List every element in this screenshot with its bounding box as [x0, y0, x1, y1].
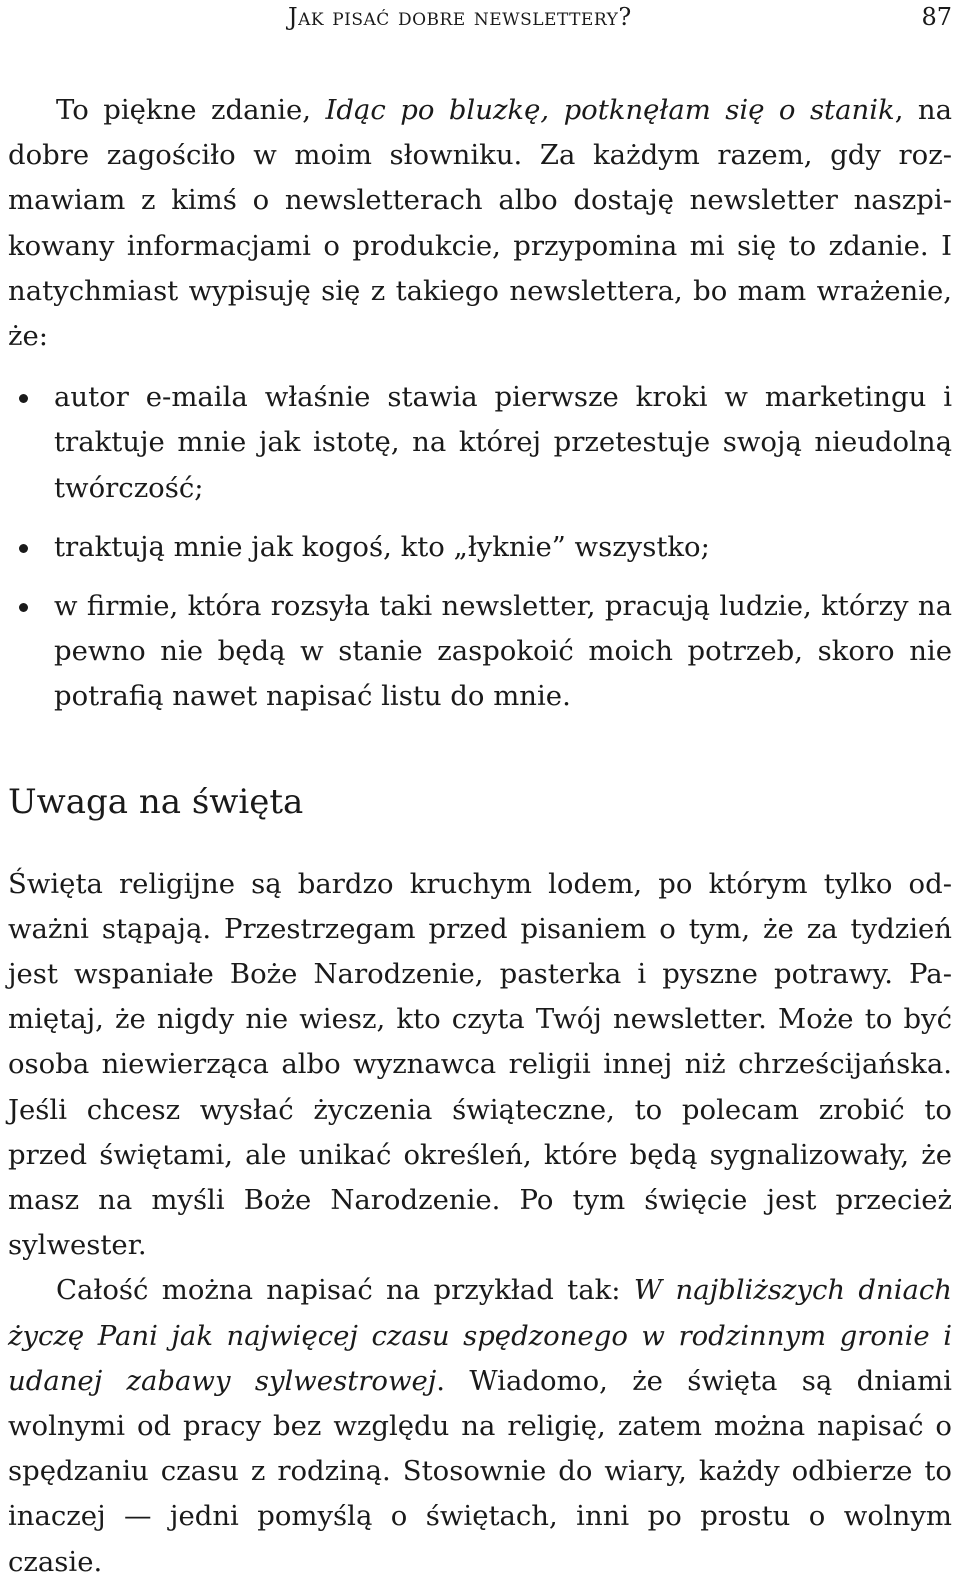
list-item-text: w firmie, która rozsyła taki newsletter, pracują ludzie, którzy na pewno nie będą w stanie zaspokoić moich potrzeb, skoro nie potrafią nawet napisać listu do mnie.	[54, 590, 952, 713]
running-header	[8, 0, 952, 44]
book-page	[8, 0, 952, 1585]
page-number: 87	[921, 3, 952, 31]
paragraph-example-text-before: Całość można napisać na przykład tak:	[56, 1274, 634, 1307]
paragraph-example	[8, 1268, 952, 1584]
list-item	[8, 525, 952, 570]
list-item-text: autor e-maila właśnie stawia pierwsze kroki w marketingu i traktuje mnie jak istotę, na której przetestuje swoją nieudolną twórczość;	[54, 381, 952, 504]
bullet-icon	[19, 394, 28, 403]
paragraph-intro	[8, 88, 952, 359]
paragraph-holidays: Święta religijne są bardzo kruchym lodem, po którym tylko odważni stąpają. Przestrzegam przed pisaniem o tym, że za tydzień jest wspaniałe Boże Narodzenie, pasterka i pyszne potrawy. Pamiętaj, że nigdy nie wiesz, kto czyta Twój newsletter. Może to być osoba niewierząca albo wyznawca religii innej niż chrześcijańska. Jeśli chcesz wysłać życzenia świąteczne, to polecam zrobić to przed świętami, ale unikać określeń, które będą sygnalizowały, że masz na myśli Boże Narodzenie. Po tym święcie jest przecież sylwester.	[8, 867, 952, 1262]
bullet-icon	[19, 603, 28, 612]
bullet-icon	[19, 544, 28, 553]
paragraph-intro-italic-quote: Idąc po bluzkę, potknęłam się o stanik	[325, 94, 895, 126]
paragraph-intro-text-after: , na dobre zagościło w moim słowniku. Za każdym razem, gdy rozmawiam z kimś o newsletterach albo dostaję newsletter naszpikowany informacjami o produkcie, przypomina mi się to zdanie. I natychmiast wypisuję się z takiego newslettera, bo mam wrażenie, że:	[8, 94, 952, 353]
section-heading: Uwaga na święta	[8, 781, 304, 822]
list-item	[8, 375, 952, 511]
paragraph-example-italic-greeting: W najbliższych dniach życzę Pani jak najwięcej czasu spędzonego w rodzinnym gronie i udanej zabawy sylwestrowej	[8, 1274, 952, 1397]
paragraph-example-text-after: . Wiadomo, że święta są dniami wolnymi od pracy bez względu na religię, zatem można napisać o spędzaniu czasu z rodziną. Stosownie do wiary, każdy odbierze to inaczej — jedni pomyślą o świętach, inni po prostu o wolnym czasie.	[8, 1364, 952, 1578]
list-item	[8, 584, 952, 720]
bullet-list	[8, 375, 952, 719]
paragraph-intro-text-before: To piękne zdanie,	[56, 94, 326, 126]
running-title: Jak pisać dobre newslettery?	[288, 3, 632, 31]
list-item-text: traktują mnie jak kogoś, kto „łyknie” wszystko;	[54, 530, 710, 563]
